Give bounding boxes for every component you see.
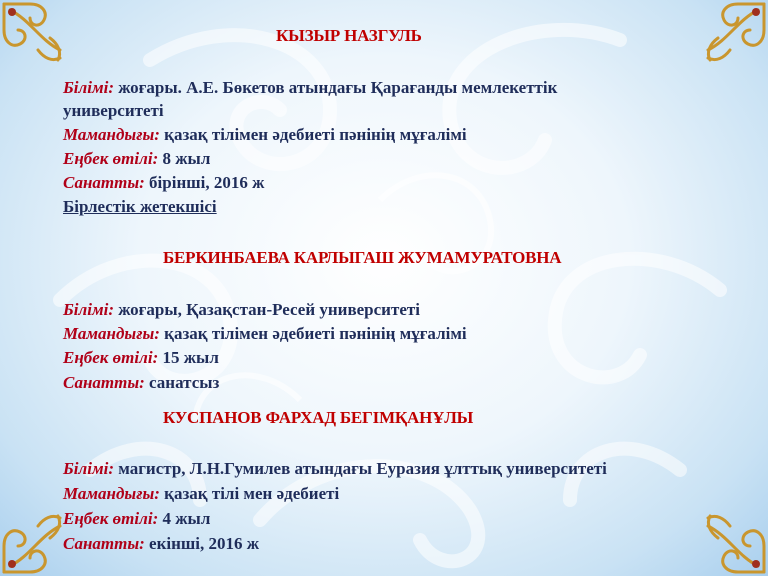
specialty-row [63, 323, 467, 345]
education-value: жоғары. А.Е. Бөкетов атындағы Қарағанды мемлекеттік [118, 78, 558, 97]
category-label: Санатты: [63, 534, 145, 553]
education-value: жоғары, Қазақстан-Ресей университеті [118, 300, 420, 319]
experience-value: 4 жыл [162, 509, 211, 528]
category-label: Санатты: [63, 173, 145, 192]
specialty-label: Мамандығы: [63, 324, 160, 343]
education-row-cont [63, 100, 164, 122]
specialty-row [63, 483, 339, 505]
experience-label: Еңбек өтілі: [63, 149, 159, 168]
experience-row [63, 148, 210, 170]
person-name: КУСПАНОВ ФАРХАД БЕГІМҚАНҰЛЫ [163, 408, 474, 427]
education-value-cont: университеті [63, 101, 164, 120]
category-value: санатсыз [149, 373, 220, 392]
education-value: магистр, Л.Н.Гумилев атындағы Еуразия ұлттық университеті [118, 459, 607, 478]
experience-row [63, 508, 210, 530]
experience-value: 15 жыл [162, 348, 219, 367]
specialty-value: қазақ тілімен әдебиеті пәнінің мұғалімі [164, 125, 467, 144]
education-label: Білімі: [63, 78, 114, 97]
role-row [63, 196, 217, 218]
specialty-row [63, 124, 467, 146]
education-label: Білімі: [63, 300, 114, 319]
category-row [63, 533, 259, 555]
education-row [63, 458, 607, 480]
education-label: Білімі: [63, 459, 114, 478]
category-row [63, 372, 219, 394]
person-name: КЫЗЫР НАЗГУЛЬ [276, 26, 422, 45]
category-row [63, 172, 264, 194]
experience-value: 8 жыл [162, 149, 211, 168]
category-label: Санатты: [63, 373, 145, 392]
experience-row [63, 347, 219, 369]
specialty-value: қазақ тілімен әдебиеті пәнінің мұғалімі [164, 324, 467, 343]
education-row [63, 299, 420, 321]
category-value: бірінші, 2016 ж [149, 173, 265, 192]
specialty-label: Мамандығы: [63, 484, 160, 503]
role-value: Бірлестік жетекшісі [63, 197, 217, 216]
education-row [63, 77, 557, 99]
experience-label: Еңбек өтілі: [63, 348, 159, 367]
person-name: БЕРКИНБАЕВА КАРЛЫГАШ ЖУМАМУРАТОВНА [163, 248, 562, 267]
specialty-value: қазақ тілі мен әдебиеті [164, 484, 340, 503]
specialty-label: Мамандығы: [63, 125, 160, 144]
experience-label: Еңбек өтілі: [63, 509, 159, 528]
category-value: екінші, 2016 ж [149, 534, 260, 553]
